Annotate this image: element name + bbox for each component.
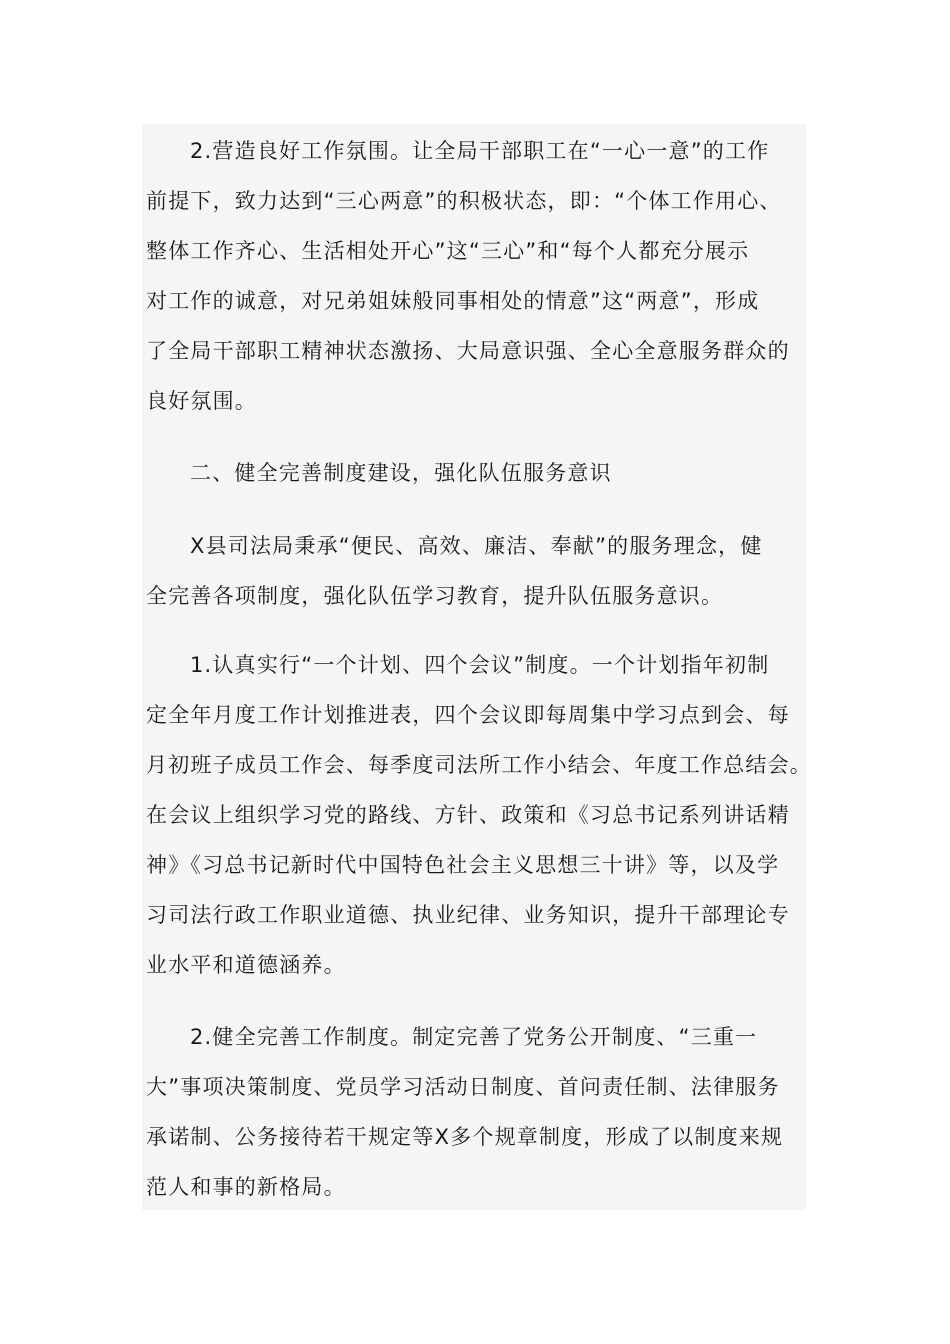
text-line: 全完善各项制度，强化队伍学习教育，提升队伍服务意识。 [146,584,724,608]
text-line: 了全局干部职工精神状态激扬、大局意识强、全心全意服务群众的 [146,339,790,363]
text-line: 业水平和道德涵养。 [146,953,346,977]
text-line: 承诺制、公务接待若干规定等X多个规章制度，形成了以制度来规 [146,1125,784,1149]
section-heading [190,448,844,498]
text-line: 良好氛围。 [146,389,257,413]
text-line: 范人和事的新格局。 [146,1175,346,1199]
paragraph-work-system [146,1012,800,1212]
text-line: 前提下，致力达到“三心两意”的积极状态，即：“个体工作用心、 [146,189,782,213]
text-line: 习司法行政工作职业道德、执业纪律、业务知识，提升干部理论专 [146,903,790,927]
paragraph-work-atmosphere [146,126,800,426]
text-line: 大”事项决策制度、党员学习活动日制度、首问责任制、法律服务 [146,1075,780,1099]
paragraph-service-concept [146,521,800,621]
text-line: 1.认真实行“一个计划、四个会议”制度。一个计划指年初制 [190,653,770,677]
heading-text: 二、健全完善制度建设，强化队伍服务意识 [190,461,612,485]
paragraph-plan-meetings [146,640,812,990]
text-line: 2.营造良好工作氛围。让全局干部职工在“一心一意”的工作 [190,139,770,163]
text-line: 2.健全完善工作制度。制定完善了党务公开制度、“三重一 [190,1025,758,1049]
text-line: 整体工作齐心、生活相处开心”这“三心”和“每个人都充分展示 [146,239,750,263]
text-line: 神》《习总书记新时代中国特色社会主义思想三十讲》等，以及学 [146,853,780,877]
text-line: 在会议上组织学习党的路线、方针、政策和《习总书记系列讲话精 [146,803,790,827]
text-line: 月初班子成员工作会、每季度司法所工作小结会、年度工作总结会。 [146,753,812,777]
text-line: 定全年月度工作计划推进表，四个会议即每周集中学习点到会、每 [146,703,790,727]
text-line: 对工作的诚意，对兄弟姐妹般同事相处的情意”这“两意”，形成 [146,289,760,313]
text-line: X县司法局秉承“便民、高效、廉洁、奉献”的服务理念，健 [190,534,763,558]
